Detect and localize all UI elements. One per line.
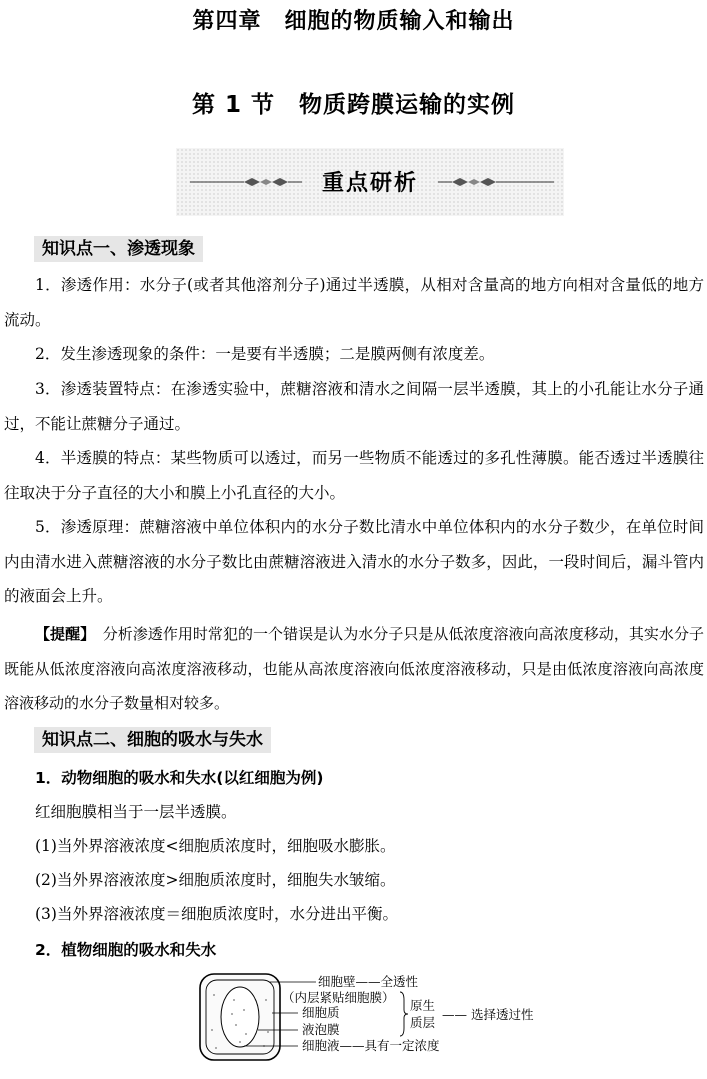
section-banner	[176, 148, 564, 216]
label-selective: —— 选择透过性	[442, 1007, 534, 1022]
label-cell-sap: 细胞液——具有一定浓度	[302, 1038, 440, 1053]
paragraph-osmosis-conditions: 2．发生渗透现象的条件：一是要有半透膜；二是膜两侧有浓度差。	[35, 345, 495, 363]
banner-title: 重点研析	[321, 171, 418, 196]
text-red-cell-membrane: 红细胞膜相当于一层半透膜。	[35, 803, 237, 821]
paragraph-osmosis-definition: 1．渗透作用：水分子(或者其他溶剂分子)通过半透膜，从相对含量高的地方向相对含量低的地方流动。	[4, 276, 704, 329]
vacuole-shape	[221, 987, 259, 1047]
brace-icon	[400, 992, 408, 1036]
subheading-animal-cell: 1．动物细胞的吸水和失水(以红细胞为例)	[35, 769, 324, 787]
label-inner-note: （内层紧贴细胞膜）	[282, 990, 395, 1005]
plant-cell-diagram	[196, 970, 556, 1070]
knowledge-point-1-heading: 知识点一、渗透现象	[34, 236, 203, 262]
chapter-title: 第四章 细胞的物质输入和输出	[192, 9, 515, 34]
section-title: 第 1 节 物质跨膜运输的实例	[191, 92, 516, 118]
paragraph-osmosis-principle: 5．渗透原理：蔗糖溶液中单位体积内的水分子数比清水中单位体积内的水分子数少，在单位时间内由清水进入蔗糖溶液的水分子数比由蔗糖溶液进入清水的水分子数多，因此，一段时间后，漏斗管内的液面会上升。	[4, 518, 704, 605]
label-tonoplast: 液泡膜	[302, 1022, 340, 1037]
paragraph-membrane-features: 4．半透膜的特点：某些物质可以透过，而另一些物质不能透过的多孔性薄膜。能否透过半透膜往往取决于分子直径的大小和膜上小孔直径的大小。	[4, 449, 704, 502]
label-protoplast-2: 质层	[410, 1015, 436, 1030]
subheading-plant-cell: 2．植物细胞的吸水和失水	[35, 941, 217, 959]
tip-block	[4, 617, 704, 721]
label-cytoplasm: 细胞质	[302, 1005, 340, 1020]
tip-label: 【提醒】	[35, 625, 88, 643]
knowledge-point-2-heading: 知识点二、细胞的吸水与失水	[34, 727, 271, 753]
label-protoplast-1: 原生	[410, 998, 436, 1013]
text-case-2: (2)当外界溶液浓度>细胞质浓度时，细胞失水皱缩。	[35, 871, 396, 889]
tip-text: 分析渗透作用时常犯的一个错误是认为水分子只是从低浓度溶液向高浓度移动，其实水分子既能从低浓度溶液向高浓度溶液移动，也能从高浓度溶液向低浓度溶液移动，只是由低浓度溶液向高浓度溶液移动的水分子数量相对较多。	[4, 625, 704, 712]
text-case-3: (3)当外界溶液浓度＝细胞质浓度时，水分进出平衡。	[35, 905, 398, 923]
text-case-1: (1)当外界溶液浓度<细胞质浓度时，细胞吸水膨胀。	[35, 837, 396, 855]
label-cell-wall: 细胞壁——全透性	[318, 974, 419, 989]
paragraph-device-features: 3．渗透装置特点：在渗透实验中，蔗糖溶液和清水之间隔一层半透膜，其上的小孔能让水分子通过，不能让蔗糖分子通过。	[4, 380, 704, 433]
